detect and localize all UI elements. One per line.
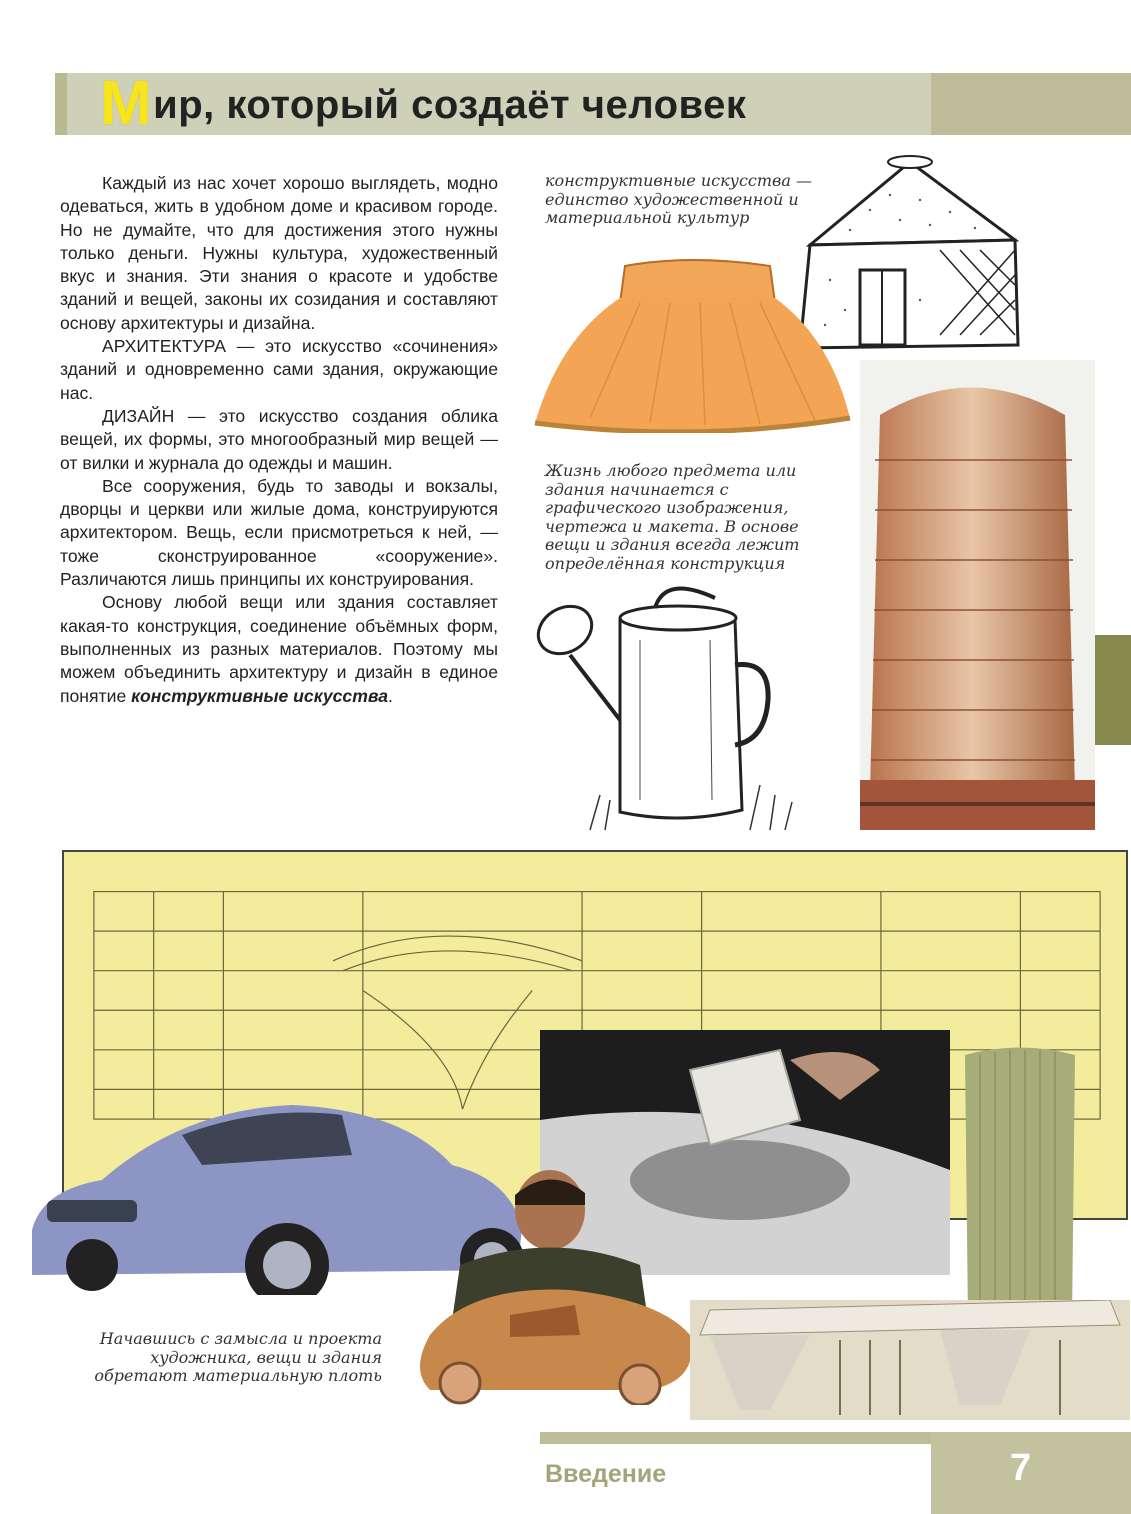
caption-object-life: Жизнь любого предмета или здания начинается с графического изображения, чертежа и макета. В основе вещи и здания всегда лежит определённая конструкция (545, 461, 800, 573)
building-model-base (690, 1300, 1130, 1420)
section-name: Введение (545, 1460, 667, 1488)
caption-materialization: Начавшись с замысла и проекта художника, вещи и здания обретают материальную плоть (94, 1329, 382, 1385)
lampshade-image (530, 258, 855, 433)
building-model-tall (960, 1040, 1080, 1320)
page-title (100, 68, 746, 139)
paragraph-1: Каждый из нас хочет хорошо выглядеть, модно одеваться, жить в удобном доме и красивом городе. Но не думайте, что для достижения этого нужны только деньги. Нужны культура, художественный вкус и знания. Эти знания о красоте и удобстве зданий и вещей, законы их созидания и составляют основу архитектуры и дизайна. (60, 173, 498, 333)
paragraph-4: Все сооружения, будь то заводы и вокзалы, дворцы и церкви или жилые дома, конструируются архитектором. Вещь, если присмотреться к ней, — тоже сконструированное «сооружение». Различаются лишь принципы их конструирования. (60, 475, 498, 590)
paragraph-2: АРХИТЕКТУРА — это искусство «сочинения» зданий и одновременно сами здания, окружающие нас. (60, 336, 498, 403)
paragraph-3: ДИЗАЙН — это искусство создания облика вещей, их формы, это многообразный мир вещей — от вилки и журнала до одежды и машин. (60, 405, 498, 473)
green-side-tab (1095, 635, 1131, 745)
title-initial-letter: М (100, 69, 153, 138)
page-number: 7 (1010, 1447, 1032, 1489)
watering-can-sketch (530, 580, 820, 835)
paragraph-5 (60, 591, 498, 707)
body-text (60, 172, 498, 708)
paragraph-5-end: . (388, 685, 393, 706)
key-term: конструктивные искусства (131, 685, 389, 706)
designer-with-clay-model (390, 1165, 710, 1405)
highrise-tower-photo (860, 360, 1095, 830)
title-text: ир, который создаёт человек (153, 83, 747, 127)
paragraph-5-text: Основу любой вещи или здания составляет какая-то конструкция, соединение объёмных форм, выполненных из разных материалов. Поэтому мы можем объединить архитектуру и дизайн в единое понятие (60, 592, 498, 706)
header-right-block (931, 73, 1131, 135)
header-left-rule (55, 73, 67, 135)
caption-constructive-arts: конструктивные искусства — единство художественной и материальной культур (545, 171, 812, 227)
